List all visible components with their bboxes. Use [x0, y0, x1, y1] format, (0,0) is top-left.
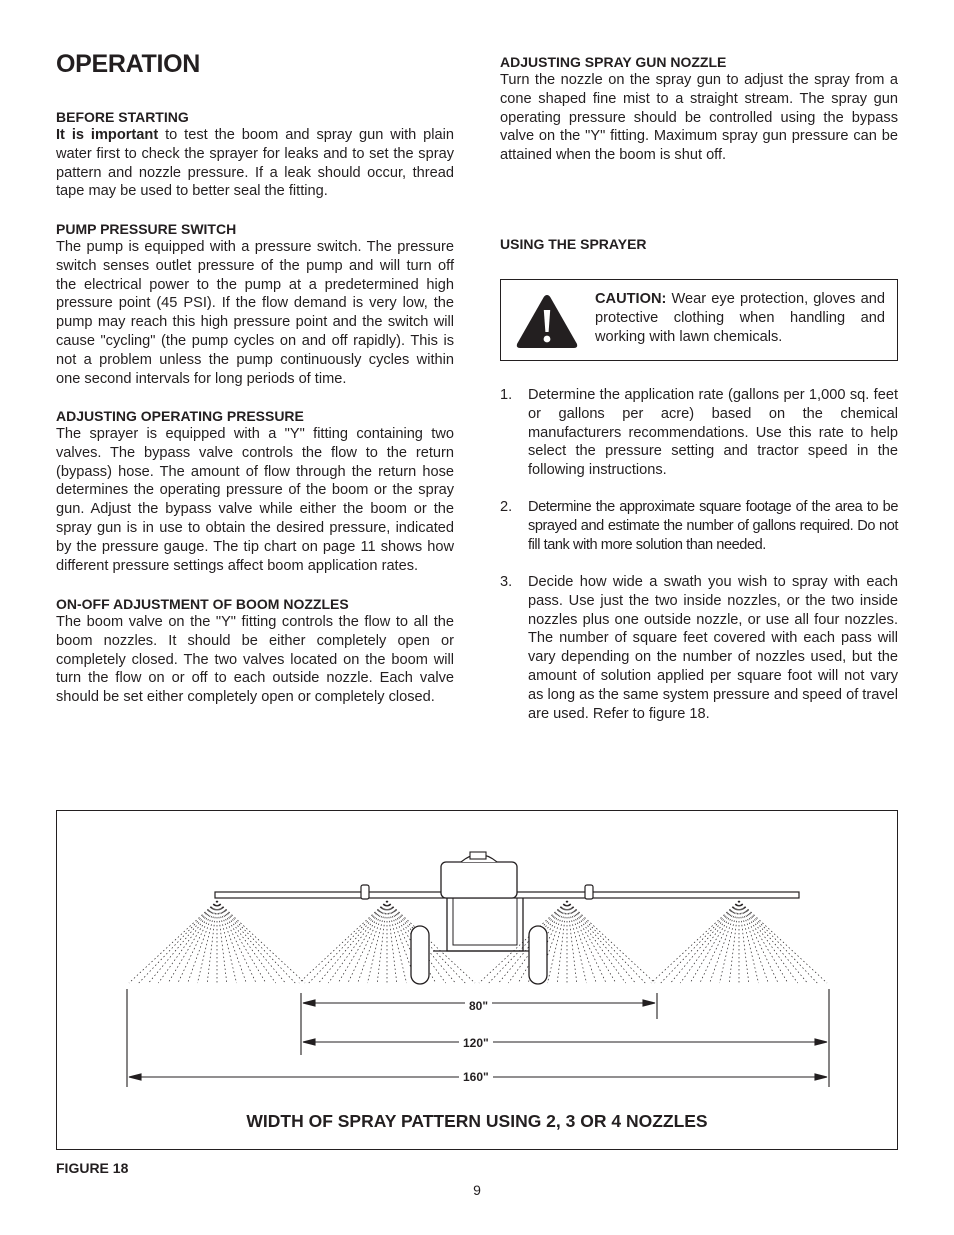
spray-fan: [129, 901, 305, 983]
section-on-off: [56, 595, 454, 707]
caution-text: [595, 290, 885, 346]
warning-triangle-icon: [515, 293, 579, 350]
figure-label: FIGURE 18: [56, 1160, 129, 1176]
heading-before-starting: BEFORE STARTING: [56, 109, 189, 125]
figure-caption: WIDTH OF SPRAY PATTERN USING 2, 3 OR 4 NOZZLES: [246, 1111, 708, 1131]
list-number: 1.: [500, 387, 513, 403]
body-before-starting: [56, 126, 454, 201]
list-number: 2.: [500, 499, 513, 515]
heading-pump-pressure: PUMP PRESSURE SWITCH: [56, 221, 237, 237]
valve-left: [361, 885, 369, 899]
sprayer-diagram: [57, 811, 897, 1149]
heading-on-off: ON-OFF ADJUSTMENT OF BOOM NOZZLES: [56, 596, 349, 612]
list-text: Decide how wide a swath you wish to spray with each pass. Use just the two inside nozzles, or the two inside nozzles plus one outside nozzle, or use all four nozzles. The number of square feet covered with each pass will vary depending on the number of nozzles used, but the amount of solution applied per square foot will not vary as long as the same system pressure and speed of travel are used. Refer to figure 18.: [528, 574, 898, 722]
tank: [441, 862, 517, 898]
heading-spray-gun: ADJUSTING SPRAY GUN NOZZLE: [500, 54, 727, 70]
dimension-label-160: 160": [459, 1070, 493, 1084]
section-before-starting: [56, 108, 454, 201]
wheel-left: [411, 926, 429, 984]
figure-18: [56, 810, 898, 1150]
body-spray-gun: Turn the nozzle on the spray gun to adjust the spray from a cone shaped fine mist to a straight stream. The spray gun operating pressure should be controlled using the bypass valve on the "Y" fitting. Maximum spray gun pressure can be attained when the boom is shut off.: [500, 72, 898, 164]
heading-using-sprayer: USING THE SPRAYER: [500, 236, 647, 252]
caution-box: [500, 279, 898, 361]
wheel-right: [529, 926, 547, 984]
section-operating-pressure: [56, 407, 454, 575]
spray-fan: [651, 901, 827, 983]
spray-fan: [299, 901, 475, 983]
spray-fan: [479, 901, 655, 983]
caution-label: CAUTION:: [595, 291, 667, 307]
body-operating-pressure: The sprayer is equipped with a "Y" fitting containing two valves. The bypass valve controls the flow to the return (bypass) hose. The amount of flow through the return hose determines the operating pressure of the boom or the spray gun. Adjust the bypass valve while either the boom or the spray gun is in use to obtain the desired pressure, indicated by the pressure gauge. The tip chart on page 11 shows how different pressure settings affect boom application rates.: [56, 426, 454, 574]
lead-important: It is important: [56, 127, 159, 143]
page-title: OPERATION: [56, 50, 201, 78]
page-number: 9: [473, 1182, 481, 1198]
list-number: 3.: [500, 574, 513, 590]
dimension-label-80: 80": [465, 999, 492, 1013]
valve-right: [585, 885, 593, 899]
section-using-sprayer: [500, 235, 898, 253]
body-before-starting-text: to test the boom and spray gun with plain water first to check the sprayer for leaks and to set the spray pattern and nozzle pressure. If a leak should occur, thread tape may be used to better seal the fitting.: [56, 127, 454, 200]
list-text: Determine the application rate (gallons per 1,000 sq. feet or gallons per acre) based on the chemical manufacturers recommendations. Use this rate to help select the pressure setting and tractor speed in the following instructions.: [528, 387, 898, 479]
section-pump-pressure: [56, 220, 454, 388]
caution-body: Wear eye protection, gloves and protective clothing when handling and working with lawn chemicals.: [595, 291, 885, 345]
heading-operating-pressure: ADJUSTING OPERATING PRESSURE: [56, 408, 304, 424]
body-pump-pressure: The pump is equipped with a pressure switch. The pressure switch senses outlet pressure of the pump and will turn off the electrical power to the pump at a predetermined high pressure point (45 PSI). If the flow demand is very low, the pump may reach this high pressure point and the switch will cause "cycling" (the pump cycles on and off rapidly). This is not a problem unless the pump continuously cycles within one second intervals for long periods of time.: [56, 239, 454, 387]
section-spray-gun: [500, 53, 898, 165]
spray-patterns: [129, 901, 827, 983]
tank-cap: [470, 852, 486, 859]
body-on-off: The boom valve on the "Y" fitting controls the flow to all the boom nozzles. It should be either completely open or completely closed. The two valves located on the boom will turn the flow on or off to each outside nozzle. Each valve should be set either completely open or completely closed.: [56, 614, 454, 706]
dimension-label-120: 120": [459, 1036, 493, 1050]
list-text: Determine the approximate square footage of the area to be sprayed and estimate the number of gallons required. Do not fill tank with more solution than needed.: [528, 499, 898, 553]
